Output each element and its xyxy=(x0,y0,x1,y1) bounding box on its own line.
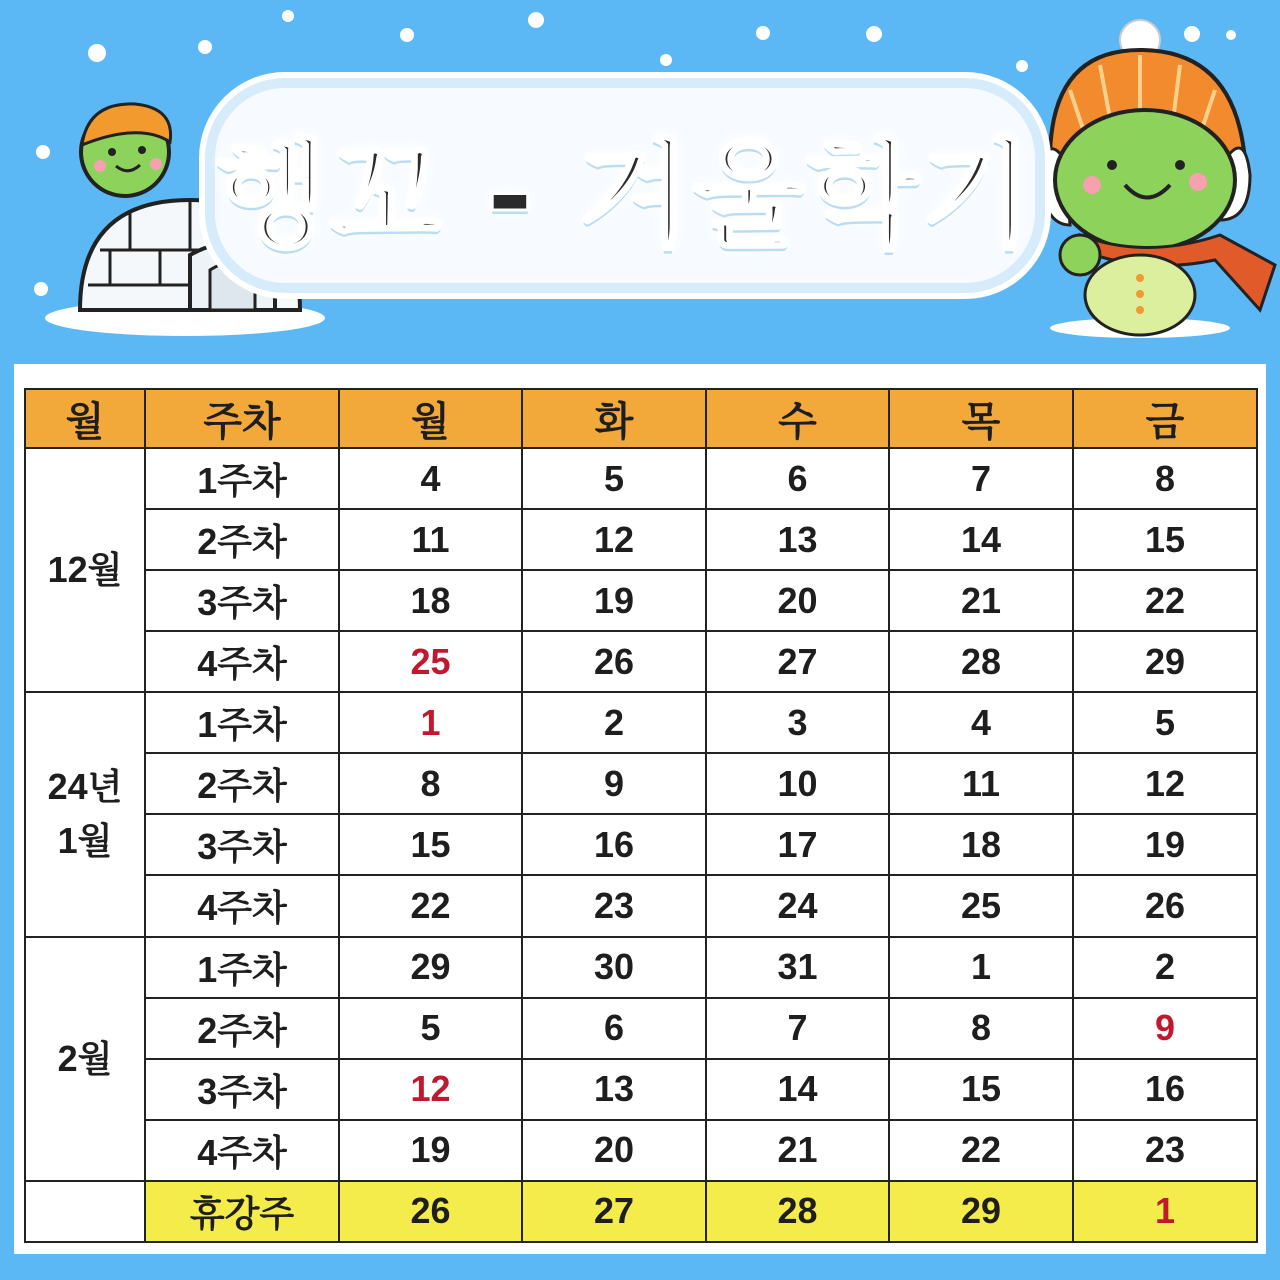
day-cell: 30 xyxy=(522,937,706,998)
day-cell: 14 xyxy=(889,509,1073,570)
table-row xyxy=(25,570,1257,631)
day-cell: 20 xyxy=(706,570,889,631)
day-cell: 15 xyxy=(339,814,522,875)
week-label: 4주차 xyxy=(145,631,339,692)
day-cell: 29 xyxy=(1073,631,1257,692)
day-cell: 21 xyxy=(706,1120,889,1181)
table-row xyxy=(25,875,1257,936)
day-cell: 2 xyxy=(1073,937,1257,998)
day-cell: 17 xyxy=(706,814,889,875)
day-cell: 3 xyxy=(706,692,889,753)
week-label: 1주차 xyxy=(145,448,339,509)
table-row xyxy=(25,692,1257,753)
day-cell: 22 xyxy=(889,1120,1073,1181)
day-cell: 18 xyxy=(339,570,522,631)
day-cell: 5 xyxy=(1073,692,1257,753)
column-header: 금 xyxy=(1073,389,1257,448)
table-header-row xyxy=(25,389,1257,448)
day-cell: 19 xyxy=(522,570,706,631)
week-label: 4주차 xyxy=(145,1120,339,1181)
day-cell: 7 xyxy=(706,998,889,1059)
week-label: 2주차 xyxy=(145,509,339,570)
day-cell: 9 xyxy=(1073,998,1257,1059)
day-cell: 4 xyxy=(339,448,522,509)
day-cell: 1 xyxy=(339,692,522,753)
holiday-week-row xyxy=(25,1181,1257,1242)
month-label: 12월 xyxy=(47,549,123,591)
snow-dot xyxy=(198,40,212,54)
snow-dot xyxy=(88,44,106,62)
day-cell: 15 xyxy=(1073,509,1257,570)
day-cell: 8 xyxy=(339,753,522,814)
day-cell: 10 xyxy=(706,753,889,814)
day-cell: 26 xyxy=(522,631,706,692)
snow-dot xyxy=(528,12,544,28)
week-label: 2주차 xyxy=(145,753,339,814)
day-cell: 12 xyxy=(522,509,706,570)
day-cell: 29 xyxy=(889,1181,1073,1242)
table-row xyxy=(25,753,1257,814)
day-cell: 8 xyxy=(889,998,1073,1059)
day-cell: 12 xyxy=(339,1059,522,1120)
table-row xyxy=(25,937,1257,998)
day-cell: 15 xyxy=(889,1059,1073,1120)
table-row xyxy=(25,1120,1257,1181)
snow-dot xyxy=(660,54,672,66)
winter-turtle-illustration xyxy=(1030,10,1280,340)
week-label: 1주차 xyxy=(145,937,339,998)
day-cell: 26 xyxy=(1073,875,1257,936)
month-cell xyxy=(25,937,145,1181)
column-header: 주차 xyxy=(145,389,339,448)
column-header: 목 xyxy=(889,389,1073,448)
snow-dot xyxy=(282,10,294,22)
day-cell: 12 xyxy=(1073,753,1257,814)
month-label: 1월 xyxy=(57,820,113,862)
month-label: 24년 xyxy=(47,766,123,808)
day-cell: 20 xyxy=(522,1120,706,1181)
day-cell: 6 xyxy=(522,998,706,1059)
month-cell xyxy=(25,448,145,692)
day-cell: 26 xyxy=(339,1181,522,1242)
day-cell: 19 xyxy=(339,1120,522,1181)
empty-month-cell xyxy=(25,1181,145,1242)
day-cell: 22 xyxy=(1073,570,1257,631)
day-cell: 23 xyxy=(1073,1120,1257,1181)
day-cell: 9 xyxy=(522,753,706,814)
day-cell: 18 xyxy=(889,814,1073,875)
day-cell: 5 xyxy=(522,448,706,509)
holiday-week-label: 휴강주 xyxy=(145,1181,339,1242)
day-cell: 28 xyxy=(706,1181,889,1242)
table-row xyxy=(25,998,1257,1059)
column-header: 월 xyxy=(25,389,145,448)
day-cell: 1 xyxy=(1073,1181,1257,1242)
day-cell: 22 xyxy=(339,875,522,936)
day-cell: 31 xyxy=(706,937,889,998)
column-header: 수 xyxy=(706,389,889,448)
day-cell: 24 xyxy=(706,875,889,936)
day-cell: 16 xyxy=(1073,1059,1257,1120)
day-cell: 25 xyxy=(339,631,522,692)
table-row xyxy=(25,448,1257,509)
day-cell: 29 xyxy=(339,937,522,998)
table-row xyxy=(25,814,1257,875)
page-title: 행꼬 - 겨울학기 xyxy=(215,128,1035,263)
day-cell: 21 xyxy=(889,570,1073,631)
week-label: 1주차 xyxy=(145,692,339,753)
table-row xyxy=(25,631,1257,692)
snow-dot xyxy=(756,26,770,40)
schedule-table xyxy=(24,388,1258,1243)
day-cell: 7 xyxy=(889,448,1073,509)
day-cell: 11 xyxy=(339,509,522,570)
day-cell: 1 xyxy=(889,937,1073,998)
day-cell: 13 xyxy=(706,509,889,570)
week-label: 2주차 xyxy=(145,998,339,1059)
table-row xyxy=(25,1059,1257,1120)
day-cell: 16 xyxy=(522,814,706,875)
month-cell xyxy=(25,692,145,936)
column-header: 화 xyxy=(522,389,706,448)
column-header: 월 xyxy=(339,389,522,448)
day-cell: 11 xyxy=(889,753,1073,814)
day-cell: 5 xyxy=(339,998,522,1059)
day-cell: 25 xyxy=(889,875,1073,936)
week-label: 3주차 xyxy=(145,814,339,875)
snow-dot xyxy=(400,28,414,42)
snow-dot xyxy=(866,26,882,42)
week-label: 3주차 xyxy=(145,1059,339,1120)
day-cell: 14 xyxy=(706,1059,889,1120)
day-cell: 19 xyxy=(1073,814,1257,875)
table-row xyxy=(25,509,1257,570)
day-cell: 4 xyxy=(889,692,1073,753)
week-label: 3주차 xyxy=(145,570,339,631)
day-cell: 2 xyxy=(522,692,706,753)
day-cell: 13 xyxy=(522,1059,706,1120)
day-cell: 8 xyxy=(1073,448,1257,509)
snow-dot xyxy=(1016,60,1028,72)
day-cell: 6 xyxy=(706,448,889,509)
day-cell: 23 xyxy=(522,875,706,936)
month-label: 2월 xyxy=(57,1037,113,1079)
day-cell: 28 xyxy=(889,631,1073,692)
day-cell: 27 xyxy=(522,1181,706,1242)
day-cell: 27 xyxy=(706,631,889,692)
week-label: 4주차 xyxy=(145,875,339,936)
